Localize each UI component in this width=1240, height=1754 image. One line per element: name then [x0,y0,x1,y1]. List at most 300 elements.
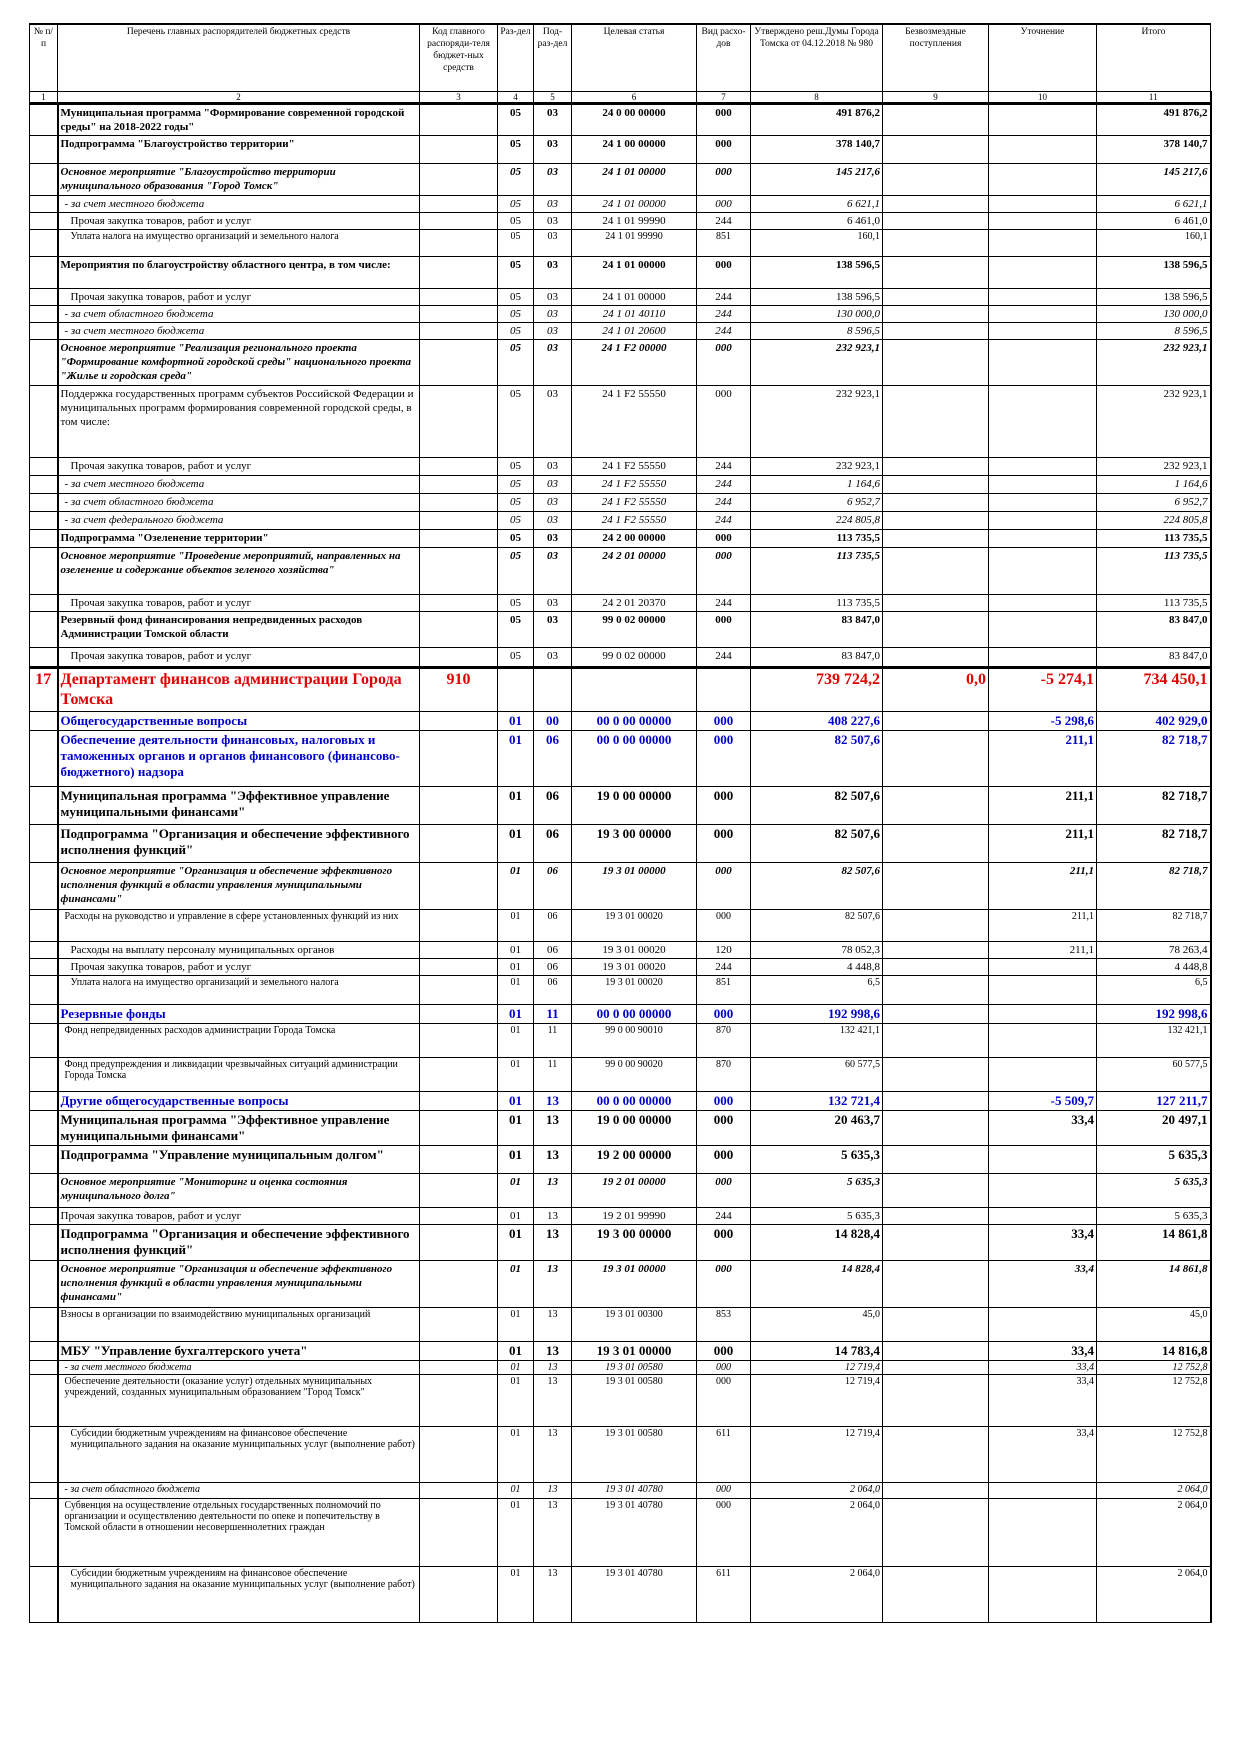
row-number-cell [30,530,58,548]
row-approved-cell: 8 596,5 [751,323,883,340]
row-expense-type-cell: 000 [697,1146,751,1174]
row-podrazdel-cell: 03 [534,164,572,196]
row-target-article-cell: 19 3 00 00000 [572,825,697,863]
row-code-cell [420,910,498,942]
row-razdel-cell: 01 [498,1567,534,1623]
header-expense-type: Вид расхо-дов [697,24,751,92]
row-target-article-cell: 24 1 F2 55550 [572,476,697,494]
header-approved: Утверждено реш.Думы Города Томска от 04.12.2018 № 980 [751,24,883,92]
row-name-cell: Поддержка государственных программ субъектов Российской Федерации и муниципальных программ формирования современной городской среды, в том числе: [58,386,420,458]
row-total-cell: 113 735,5 [1097,530,1211,548]
row-target-article-cell: 19 2 01 99990 [572,1208,697,1225]
row-code-cell [420,1208,498,1225]
row-expense-type-cell: 000 [697,164,751,196]
row-code-cell [420,1005,498,1024]
row-target-article-cell: 00 0 00 00000 [572,1005,697,1024]
row-grants-cell [883,1483,989,1499]
row-total-cell: 5 635,3 [1097,1146,1211,1174]
row-code-cell [420,863,498,910]
table-row [30,494,1211,512]
row-change-cell [989,548,1097,595]
row-change-cell [989,257,1097,289]
row-number-cell [30,1058,58,1092]
row-podrazdel-cell: 03 [534,458,572,476]
row-expense-type-cell: 000 [697,1111,751,1146]
table-row [30,1225,1211,1261]
row-target-article-cell: 19 3 01 00000 [572,1261,697,1308]
table-row [30,825,1211,863]
row-name-cell: Субсидии бюджетным учреждениям на финансовое обеспечение муниципального задания на оказание муниципальных услуг (выполнение работ) [58,1427,420,1483]
row-approved-cell: 82 507,6 [751,731,883,787]
row-approved-cell: 2 064,0 [751,1483,883,1499]
column-number: 7 [697,92,751,104]
row-expense-type-cell: 000 [697,1261,751,1308]
row-change-cell [989,494,1097,512]
row-approved-cell: 12 719,4 [751,1361,883,1375]
row-podrazdel-cell: 13 [534,1225,572,1261]
table-body [30,104,1211,1623]
row-name-cell: Мероприятия по благоустройству областного центра, в том числе: [58,257,420,289]
row-code-cell [420,712,498,731]
row-razdel-cell: 01 [498,1092,534,1111]
table-row [30,1361,1211,1375]
row-change-cell: 211,1 [989,863,1097,910]
row-code-cell [420,959,498,976]
row-number-cell [30,213,58,230]
row-podrazdel-cell: 13 [534,1427,572,1483]
row-podrazdel-cell: 13 [534,1146,572,1174]
row-approved-cell: 1 164,6 [751,476,883,494]
row-podrazdel-cell: 03 [534,289,572,306]
row-approved-cell: 408 227,6 [751,712,883,731]
row-target-article-cell: 19 3 01 00020 [572,942,697,959]
row-grants-cell [883,942,989,959]
row-number-cell [30,494,58,512]
row-approved-cell: 491 876,2 [751,104,883,136]
row-podrazdel-cell: 13 [534,1174,572,1208]
row-expense-type-cell: 000 [697,1005,751,1024]
row-podrazdel-cell: 13 [534,1361,572,1375]
row-code-cell [420,1146,498,1174]
row-total-cell: 138 596,5 [1097,257,1211,289]
row-grants-cell [883,1058,989,1092]
row-number-cell [30,230,58,257]
budget-table-sheet [29,23,1210,1623]
header-name: Перечень главных распорядителей бюджетных средств [58,24,420,92]
row-code-cell [420,476,498,494]
row-podrazdel-cell: 13 [534,1308,572,1342]
row-code-cell [420,1024,498,1058]
row-razdel-cell: 05 [498,289,534,306]
row-name-cell: Общегосударственные вопросы [58,712,420,731]
header-podrazdel: Под-раз-дел [534,24,572,92]
row-total-cell: 45,0 [1097,1308,1211,1342]
row-razdel-cell: 01 [498,787,534,825]
row-expense-type-cell: 611 [697,1427,751,1483]
row-change-cell [989,1308,1097,1342]
row-number-cell [30,1174,58,1208]
row-number-cell [30,164,58,196]
row-razdel-cell: 01 [498,942,534,959]
row-grants-cell [883,731,989,787]
table-row [30,386,1211,458]
row-total-cell: 138 596,5 [1097,289,1211,306]
row-code-cell [420,548,498,595]
row-number-cell [30,595,58,612]
row-total-cell: 20 497,1 [1097,1111,1211,1146]
row-razdel-cell: 01 [498,1005,534,1024]
row-razdel-cell: 05 [498,595,534,612]
table-row [30,1024,1211,1058]
row-razdel-cell: 05 [498,548,534,595]
row-name-cell: - за счет областного бюджета [58,306,420,323]
row-number-cell [30,1567,58,1623]
row-podrazdel-cell: 06 [534,787,572,825]
row-expense-type-cell: 000 [697,340,751,386]
row-podrazdel-cell: 13 [534,1261,572,1308]
row-total-cell: 232 923,1 [1097,340,1211,386]
row-grants-cell [883,1499,989,1567]
row-grants-cell [883,136,989,164]
row-expense-type-cell: 000 [697,136,751,164]
row-grants-cell [883,230,989,257]
table-row [30,104,1211,136]
row-total-cell: 5 635,3 [1097,1174,1211,1208]
row-expense-type-cell: 244 [697,959,751,976]
row-change-cell [989,959,1097,976]
row-code-cell [420,942,498,959]
row-total-cell: 491 876,2 [1097,104,1211,136]
row-expense-type-cell: 000 [697,1225,751,1261]
row-grants-cell [883,1174,989,1208]
row-name-cell: Подпрограмма "Организация и обеспечение эффективного исполнения функций" [58,825,420,863]
table-row [30,942,1211,959]
row-approved-cell: 232 923,1 [751,386,883,458]
row-target-article-cell: 19 2 01 00000 [572,1174,697,1208]
row-total-cell: 113 735,5 [1097,595,1211,612]
row-razdel-cell: 01 [498,825,534,863]
row-podrazdel-cell: 06 [534,942,572,959]
row-change-cell [989,648,1097,668]
row-approved-cell: 20 463,7 [751,1111,883,1146]
row-approved-cell: 5 635,3 [751,1146,883,1174]
row-target-article-cell: 24 1 F2 55550 [572,494,697,512]
row-expense-type-cell: 000 [697,386,751,458]
row-grants-cell [883,512,989,530]
row-number-cell [30,1146,58,1174]
row-grants-cell [883,1361,989,1375]
row-name-cell: Муниципальная программа "Формирование современной городской среды" на 2018-2022 годы" [58,104,420,136]
column-number: 5 [534,92,572,104]
row-number-cell [30,548,58,595]
row-total-cell: 232 923,1 [1097,386,1211,458]
row-code-cell [420,136,498,164]
row-expense-type-cell: 000 [697,257,751,289]
row-expense-type-cell: 244 [697,289,751,306]
table-row [30,910,1211,942]
row-podrazdel-cell: 03 [534,476,572,494]
row-approved-cell: 132 421,1 [751,1024,883,1058]
row-name-cell: Департамент финансов администрации Города Томска [58,668,420,712]
row-target-article-cell: 19 3 01 40780 [572,1567,697,1623]
column-number: 3 [420,92,498,104]
row-approved-cell: 232 923,1 [751,458,883,476]
row-razdel-cell: 01 [498,1308,534,1342]
row-total-cell: 6 621,1 [1097,196,1211,213]
row-number-cell [30,1361,58,1375]
row-expense-type-cell: 851 [697,976,751,1005]
row-change-cell: 33,4 [989,1342,1097,1361]
row-number-cell [30,1342,58,1361]
row-number-cell [30,959,58,976]
row-number-cell [30,340,58,386]
row-approved-cell: 82 507,6 [751,825,883,863]
row-expense-type-cell: 000 [697,712,751,731]
row-podrazdel-cell: 00 [534,712,572,731]
table-row [30,1261,1211,1308]
row-total-cell: 2 064,0 [1097,1483,1211,1499]
row-expense-type-cell: 000 [697,787,751,825]
row-grants-cell [883,494,989,512]
row-podrazdel-cell: 03 [534,340,572,386]
row-razdel-cell: 05 [498,648,534,668]
row-razdel-cell: 01 [498,976,534,1005]
table-row [30,863,1211,910]
row-approved-cell: 12 719,4 [751,1375,883,1427]
column-number: 4 [498,92,534,104]
row-razdel-cell: 01 [498,1146,534,1174]
row-grants-cell [883,1146,989,1174]
row-target-article-cell: 24 1 F2 00000 [572,340,697,386]
row-target-article-cell: 24 1 F2 55550 [572,512,697,530]
row-name-cell: Прочая закупка товаров, работ и услуг [58,595,420,612]
row-number-cell [30,104,58,136]
row-number-cell [30,612,58,648]
row-total-cell: 145 217,6 [1097,164,1211,196]
table-row [30,1005,1211,1024]
row-expense-type-cell: 244 [697,1208,751,1225]
row-razdel-cell: 05 [498,386,534,458]
row-number-cell [30,476,58,494]
row-total-cell: 14 861,8 [1097,1261,1211,1308]
row-total-cell: 14 816,8 [1097,1342,1211,1361]
row-grants-cell [883,164,989,196]
row-change-cell [989,136,1097,164]
row-grants-cell [883,1427,989,1483]
row-grants-cell [883,476,989,494]
row-expense-type-cell: 244 [697,494,751,512]
table-row [30,289,1211,306]
row-total-cell: 734 450,1 [1097,668,1211,712]
row-approved-cell: 6 461,0 [751,213,883,230]
row-target-article-cell: 99 0 02 00000 [572,648,697,668]
row-number-cell: 17 [30,668,58,712]
row-total-cell: 4 448,8 [1097,959,1211,976]
row-code-cell: 910 [420,668,498,712]
row-grants-cell [883,1375,989,1427]
row-code-cell [420,612,498,648]
row-expense-type-cell: 000 [697,530,751,548]
row-approved-cell: 4 448,8 [751,959,883,976]
row-total-cell: 132 421,1 [1097,1024,1211,1058]
row-total-cell: 82 718,7 [1097,731,1211,787]
row-code-cell [420,323,498,340]
row-name-cell: Подпрограмма "Озеленение территории" [58,530,420,548]
row-expense-type-cell: 000 [697,104,751,136]
row-approved-cell: 12 719,4 [751,1427,883,1483]
row-expense-type-cell: 000 [697,731,751,787]
row-code-cell [420,825,498,863]
row-expense-type-cell: 851 [697,230,751,257]
row-total-cell: 378 140,7 [1097,136,1211,164]
row-change-cell [989,1483,1097,1499]
row-approved-cell: 113 735,5 [751,530,883,548]
table-row [30,1146,1211,1174]
table-row [30,548,1211,595]
row-approved-cell: 6,5 [751,976,883,1005]
table-row [30,1208,1211,1225]
row-approved-cell: 82 507,6 [751,910,883,942]
row-number-cell [30,1308,58,1342]
row-change-cell [989,1208,1097,1225]
row-code-cell [420,164,498,196]
row-target-article-cell: 19 3 01 00580 [572,1361,697,1375]
row-approved-cell: 138 596,5 [751,289,883,306]
row-target-article-cell: 99 0 02 00000 [572,612,697,648]
row-razdel-cell: 01 [498,959,534,976]
row-target-article-cell: 19 0 00 00000 [572,787,697,825]
row-number-cell [30,825,58,863]
row-change-cell: 211,1 [989,910,1097,942]
row-approved-cell: 14 783,4 [751,1342,883,1361]
row-code-cell [420,1225,498,1261]
row-expense-type-cell: 870 [697,1024,751,1058]
column-number: 10 [989,92,1097,104]
row-target-article-cell: 19 3 01 00020 [572,976,697,1005]
row-change-cell: 33,4 [989,1375,1097,1427]
row-approved-cell: 138 596,5 [751,257,883,289]
row-number-cell [30,942,58,959]
row-code-cell [420,595,498,612]
row-approved-cell: 60 577,5 [751,1058,883,1092]
row-target-article-cell: 24 1 01 00000 [572,289,697,306]
row-podrazdel-cell: 03 [534,213,572,230]
row-name-cell: - за счет местного бюджета [58,476,420,494]
row-name-cell: Основное мероприятие "Проведение мероприятий, направленных на озеленение и содержание объектов зеленого хозяйства" [58,548,420,595]
table-row [30,1483,1211,1499]
row-code-cell [420,1058,498,1092]
row-approved-cell: 2 064,0 [751,1567,883,1623]
row-total-cell: 6,5 [1097,976,1211,1005]
row-razdel-cell: 01 [498,731,534,787]
row-approved-cell: 5 635,3 [751,1174,883,1208]
row-grants-cell [883,548,989,595]
row-razdel-cell: 05 [498,458,534,476]
row-change-cell [989,1174,1097,1208]
row-total-cell: 2 064,0 [1097,1499,1211,1567]
row-change-cell [989,104,1097,136]
table-row [30,1567,1211,1623]
row-approved-cell: 2 064,0 [751,1499,883,1567]
row-target-article-cell: 99 0 00 90020 [572,1058,697,1092]
table-row [30,136,1211,164]
table-row [30,323,1211,340]
row-change-cell: 33,4 [989,1111,1097,1146]
row-razdel-cell: 01 [498,1225,534,1261]
table-row [30,340,1211,386]
row-change-cell [989,595,1097,612]
row-grants-cell [883,959,989,976]
row-code-cell [420,1342,498,1361]
row-total-cell: 113 735,5 [1097,548,1211,595]
row-approved-cell: 113 735,5 [751,595,883,612]
row-number-cell [30,863,58,910]
row-target-article-cell: 19 3 01 00020 [572,959,697,976]
row-code-cell [420,257,498,289]
row-target-article-cell: 19 3 01 00020 [572,910,697,942]
row-total-cell: 78 263,4 [1097,942,1211,959]
row-code-cell [420,1308,498,1342]
row-approved-cell: 192 998,6 [751,1005,883,1024]
row-change-cell: 211,1 [989,787,1097,825]
row-code-cell [420,306,498,323]
row-code-cell [420,1361,498,1375]
row-name-cell: - за счет федерального бюджета [58,512,420,530]
row-podrazdel-cell: 03 [534,612,572,648]
row-podrazdel-cell: 03 [534,323,572,340]
row-expense-type-cell: 244 [697,306,751,323]
row-change-cell: 33,4 [989,1361,1097,1375]
row-number-cell [30,1427,58,1483]
row-approved-cell: 113 735,5 [751,548,883,595]
row-approved-cell: 5 635,3 [751,1208,883,1225]
row-razdel-cell: 01 [498,1375,534,1427]
row-code-cell [420,1111,498,1146]
row-change-cell: 211,1 [989,942,1097,959]
row-change-cell [989,512,1097,530]
row-podrazdel-cell: 03 [534,512,572,530]
row-razdel-cell: 01 [498,1208,534,1225]
row-name-cell: Расходы на руководство и управление в сфере установленных функций из них [58,910,420,942]
row-approved-cell: 6 952,7 [751,494,883,512]
row-podrazdel-cell [534,668,572,712]
row-name-cell: Обеспечение деятельности (оказание услуг) отдельных муниципальных учреждений, созданных муниципальным образованием "Город Томск" [58,1375,420,1427]
row-approved-cell: 78 052,3 [751,942,883,959]
row-expense-type-cell: 611 [697,1567,751,1623]
row-change-cell [989,1146,1097,1174]
row-target-article-cell: 19 3 01 00000 [572,863,697,910]
row-target-article-cell: 24 1 01 20600 [572,323,697,340]
row-approved-cell: 224 805,8 [751,512,883,530]
row-approved-cell: 739 724,2 [751,668,883,712]
row-name-cell: Прочая закупка товаров, работ и услуг [58,648,420,668]
row-podrazdel-cell: 11 [534,1005,572,1024]
row-code-cell [420,976,498,1005]
row-name-cell: Подпрограмма "Организация и обеспечение эффективного исполнения функций" [58,1225,420,1261]
row-number-cell [30,976,58,1005]
row-code-cell [420,1092,498,1111]
row-podrazdel-cell: 06 [534,825,572,863]
column-number-row [30,92,1211,104]
row-total-cell: 12 752,8 [1097,1375,1211,1427]
row-approved-cell: 82 507,6 [751,787,883,825]
row-number-cell [30,910,58,942]
row-code-cell [420,104,498,136]
row-target-article-cell: 19 3 01 40780 [572,1483,697,1499]
row-razdel-cell: 05 [498,323,534,340]
row-razdel-cell: 01 [498,863,534,910]
row-podrazdel-cell: 03 [534,136,572,164]
